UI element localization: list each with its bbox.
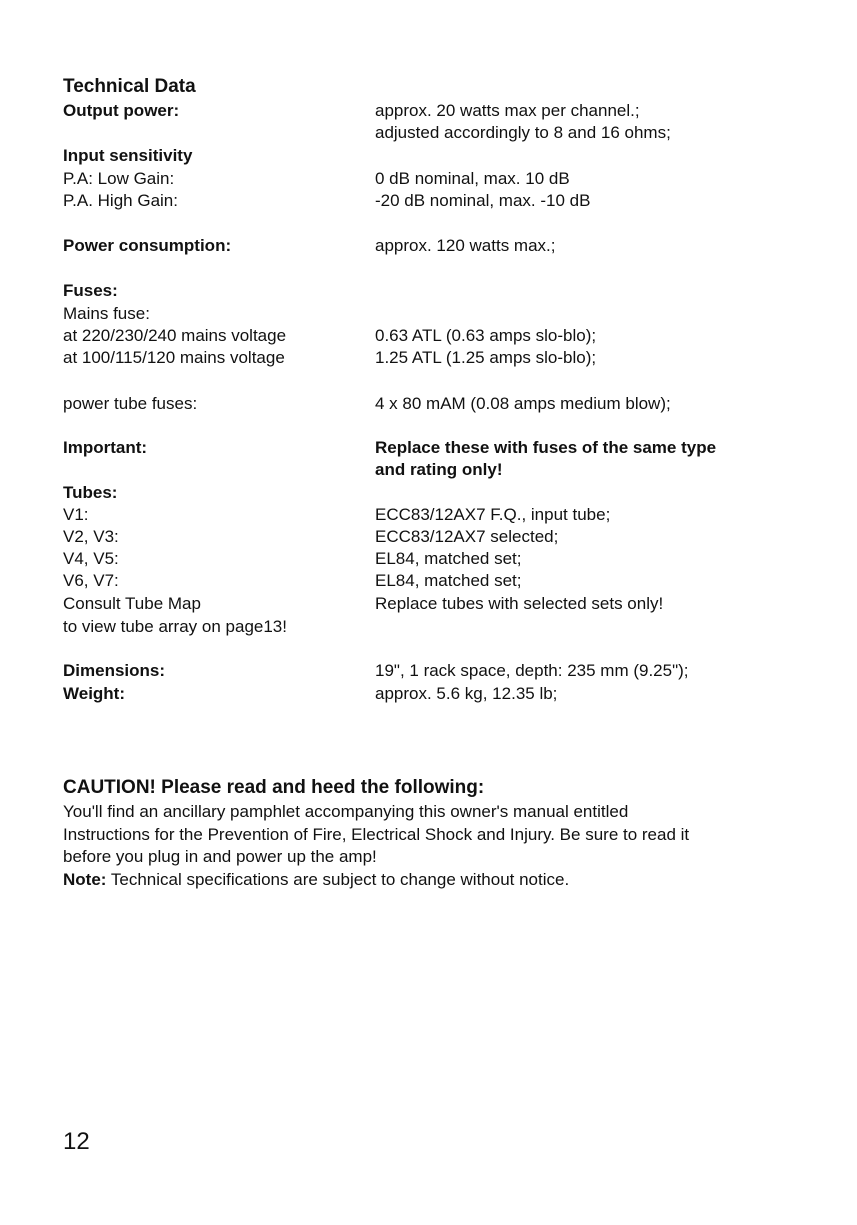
note-label: Note: — [63, 870, 107, 889]
spec-value-important-2: and rating only! — [375, 460, 503, 479]
spec-label-input-sensitivity: Input sensitivity — [63, 146, 193, 165]
page-number: 12 — [63, 1128, 90, 1155]
spec-value-mains-high: 0.63 ATL (0.63 amps slo-blo); — [375, 326, 597, 345]
spec-label-mains-low: at 100/115/120 mains voltage — [63, 348, 285, 367]
spec-label-important: Important: — [63, 438, 148, 457]
spec-label-fuses: Fuses: — [63, 281, 118, 300]
note-line — [63, 869, 569, 891]
spec-label-v4-v5: V4, V5: — [63, 549, 119, 568]
spec-value-mains-low: 1.25 ATL (1.25 amps slo-blo); — [375, 348, 597, 367]
spec-value-weight: approx. 5.6 kg, 12.35 lb; — [375, 684, 558, 703]
spec-label-weight: Weight: — [63, 684, 126, 703]
caution-line-2: Instructions for the Prevention of Fire, Electrical Shock and Injury. Be sure to read it — [63, 825, 690, 844]
spec-label-v6-v7: V6, V7: — [63, 571, 119, 590]
spec-value-v6-v7: EL84, matched set; — [375, 571, 522, 590]
spec-value-power-tube-fuses: 4 x 80 mAM (0.08 amps medium blow); — [375, 394, 671, 413]
spec-value-output-power: approx. 20 watts max per channel.; — [375, 101, 640, 120]
spec-value-v2-v3: ECC83/12AX7 selected; — [375, 527, 559, 546]
spec-value-high-gain: -20 dB nominal, max. -10 dB — [375, 191, 591, 210]
spec-label-tube-map: Consult Tube Map — [63, 594, 201, 613]
spec-label-mains-fuse: Mains fuse: — [63, 304, 150, 323]
spec-label-v1: V1: — [63, 505, 89, 524]
spec-label-v2-v3: V2, V3: — [63, 527, 119, 546]
spec-label-tube-map-2: to view tube array on page13! — [63, 617, 287, 636]
spec-value-v4-v5: EL84, matched set; — [375, 549, 522, 568]
spec-label-output-power: Output power: — [63, 101, 180, 120]
spec-label-high-gain: P.A. High Gain: — [63, 191, 178, 210]
spec-value-important: Replace these with fuses of the same type — [375, 438, 717, 457]
spec-label-dimensions: Dimensions: — [63, 661, 166, 680]
caution-line-1: You'll find an ancillary pamphlet accompanying this owner's manual entitled — [63, 802, 629, 821]
spec-value-output-power-2: adjusted accordingly to 8 and 16 ohms; — [375, 123, 671, 142]
spec-label-mains-high: at 220/230/240 mains voltage — [63, 326, 287, 345]
spec-value-power-consumption: approx. 120 watts max.; — [375, 236, 556, 255]
spec-value-low-gain: 0 dB nominal, max. 10 dB — [375, 169, 570, 188]
spec-value-v1: ECC83/12AX7 F.Q., input tube; — [375, 505, 611, 524]
caution-title: CAUTION! Please read and heed the following: — [63, 777, 485, 798]
caution-line-3: before you plug in and power up the amp! — [63, 847, 377, 866]
spec-value-tube-replace: Replace tubes with selected sets only! — [375, 594, 664, 613]
spec-label-tubes: Tubes: — [63, 483, 118, 502]
section-title: Technical Data — [63, 76, 196, 97]
note-text: Technical specifications are subject to change without notice. — [106, 870, 570, 889]
spec-value-dimensions: 19", 1 rack space, depth: 235 mm (9.25"); — [375, 661, 689, 680]
spec-label-power-tube-fuses: power tube fuses: — [63, 394, 198, 413]
spec-label-low-gain: P.A: Low Gain: — [63, 169, 175, 188]
spec-label-power-consumption: Power consumption: — [63, 236, 232, 255]
